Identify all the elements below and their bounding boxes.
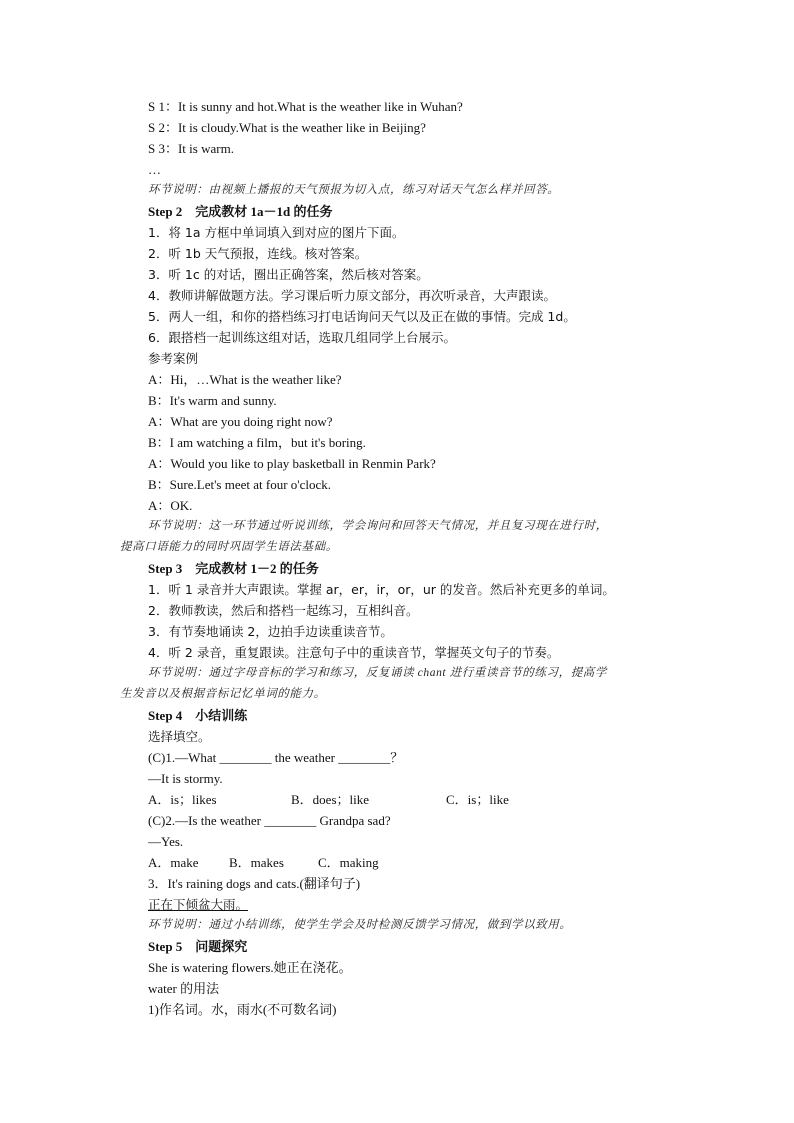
dialogue-line: B：Sure.Let's meet at four o'clock. [148, 477, 332, 492]
question-3: 3．It's raining dogs and cats.(翻译句子) [148, 876, 361, 891]
dialogue-line: A：OK. [148, 498, 193, 513]
example-sentence: She is watering flowers.她正在浇花。 [148, 960, 352, 975]
question-2-option-b: B．makes [229, 855, 284, 870]
reference-title: 参考案例 [148, 351, 199, 366]
step2-item-1: 1．将 1a 方框中单词填入到对应的图片下面。 [148, 225, 405, 240]
step2-item-2: 2．听 1b 天气预报，连线。核对答案。 [148, 246, 368, 261]
question-2-answer: —Yes. [148, 834, 184, 849]
fill-instruction: 选择填空。 [148, 729, 211, 744]
step3-item-1: 1．听 1 录音并大声跟读。掌握 ar，er，ir，or，ur 的发音。然后补充更多的单词。 [148, 582, 615, 597]
step3-title: Step 3 完成教材 1－2 的任务 [148, 561, 319, 576]
ellipsis: … [148, 162, 161, 177]
step3-item-3: 3．有节奏地诵读 2，边拍手边读重读音节。 [148, 624, 393, 639]
question-1-option-b: B．does；like [291, 792, 369, 807]
question-3-answer: 正在下倾盆大雨。 [148, 897, 249, 912]
usage-title: water 的用法 [148, 981, 220, 996]
question-1-answer: —It is stormy. [148, 771, 223, 786]
question-1: (C)1.—What ________ the weather ________？ [148, 750, 404, 765]
dialogue-line: A：What are you doing right now? [148, 414, 333, 429]
note-step4: 环节说明：通过小结训练，使学生学会及时检测反馈学习情况，做到学以致用。 [148, 919, 572, 931]
question-2-option-a: A．make [148, 855, 199, 870]
question-1-option-a: A．is；likes [148, 792, 217, 807]
step2-item-3: 3．听 1c 的对话，圈出正确答案，然后核对答案。 [148, 267, 429, 282]
step2-item-6: 6．跟搭档一起训练这组对话，选取几组同学上台展示。 [148, 330, 456, 345]
question-1-option-c: C．is；like [446, 792, 509, 807]
step4-title: Step 4 小结训练 [148, 708, 248, 723]
step2-item-4: 4．教师讲解做题方法。学习课后听力原文部分，再次听录音，大声跟读。 [148, 288, 556, 303]
dialogue-line: B：I am watching a film，but it's boring. [148, 435, 366, 450]
dialogue-line: B：It's warm and sunny. [148, 393, 277, 408]
note-step3-line2: 生发音以及根据音标记忆单词的能力。 [120, 688, 326, 700]
step5-title: Step 5 问题探究 [148, 939, 248, 954]
step3-item-2: 2．教师教读，然后和搭档一起练习，互相纠音。 [148, 603, 419, 618]
step2-item-5: 5．两人一组，和你的搭档练习打电话询问天气以及正在做的事情。完成 1d。 [148, 309, 576, 324]
step3-item-4: 4．听 2 录音，重复跟读。注意句子中的重读音节，掌握英文句子的节奏。 [148, 645, 560, 660]
note-step2-line1: 环节说明：这一环节通过听说训练，学会询问和回答天气情况，并且复习现在进行时， [148, 520, 608, 532]
usage-item-1: 1)作名词。水，雨水(不可数名词) [148, 1002, 337, 1017]
dialogue-s1: S 1：It is sunny and hot.What is the weather like in Wuhan? [148, 99, 463, 114]
dialogue-s2: S 2：It is cloudy.What is the weather like in Beijing? [148, 120, 426, 135]
question-2-option-c: C．making [318, 855, 379, 870]
question-2: (C)2.—Is the weather ________ Grandpa sad? [148, 813, 391, 828]
note-step3-line1: 环节说明：通过字母音标的学习和练习，反复诵读 chant 进行重读音节的练习，提高学 [148, 667, 607, 679]
note-step2-line2: 提高口语能力的同时巩固学生语法基础。 [120, 541, 338, 553]
step2-title: Step 2 完成教材 1a－1d 的任务 [148, 204, 333, 219]
dialogue-s3: S 3：It is warm. [148, 141, 234, 156]
dialogue-line: A：Hi，…What is the weather like? [148, 372, 342, 387]
note-step1: 环节说明：由视频上播报的天气预报为切入点，练习对话天气怎么样并回答。 [148, 184, 560, 196]
dialogue-line: A：Would you like to play basketball in Renmin Park? [148, 456, 436, 471]
